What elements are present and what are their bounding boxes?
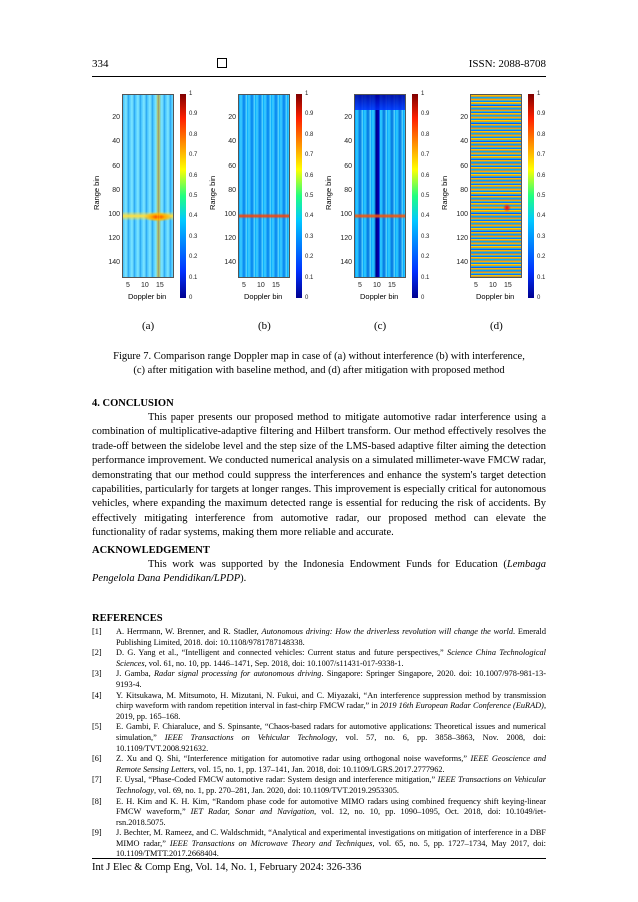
colorbar-tick-label: 0.3	[305, 233, 314, 240]
panel-b	[208, 80, 320, 340]
colorbar-tick-label: 0.7	[421, 152, 430, 159]
reference-item: [5] E. Gambi, F. Chiaraluce, and S. Spinsante, “Chaos-based radars for automotive applications: Theoretical issues and numerical simulation,” IEEE Transactions on Vehicular Technology, vol. 57, no. 6, pp. 3858–3863, Nov. 2008, doi: 10.1109/TVT.2008.921632.	[92, 722, 546, 753]
range-doppler-map	[238, 94, 290, 278]
panel-d	[440, 80, 552, 340]
reference-item: [7] F. Uysal, “Phase-Coded FMCW automotive radar: System design and interference mitigation,” IEEE Transactions on Vehicular Technology, vol. 69, no. 1, pp. 270–281, Jan. 2020, doi: 10.1109/TVT.2019.2953305.	[92, 775, 546, 795]
panel-label: (b)	[258, 320, 271, 332]
x-tick-label: 10	[373, 282, 381, 289]
x-tick-label: 15	[156, 282, 164, 289]
y-tick-label: 80	[460, 186, 468, 194]
colorbar-tick-label: 0.7	[305, 152, 314, 159]
y-axis-label: Range bin	[208, 175, 217, 210]
colorbar-tick-label: 0.3	[421, 233, 430, 240]
colorbar-tick-label: 0.4	[305, 213, 314, 220]
colorbar	[528, 94, 534, 298]
x-axis-label: Doppler bin	[244, 292, 283, 301]
y-axis-label: Range bin	[324, 175, 333, 210]
colorbar-tick-label: 0.5	[421, 193, 430, 199]
y-tick-label: 120	[108, 235, 120, 243]
colorbar-tick-label: 0.2	[537, 254, 546, 261]
reference-item: [8] E. H. Kim and K. H. Kim, “Random phase code for automotive MIMO radars using combined frequency shift keying-linear FMCW waveform,” IET Radar, Sonar and Navigation, vol. 12, no. 10, pp. 1090–1095, Oct. 2018, doi: 10.1049/iet-rsn.2018.5075.	[92, 796, 546, 827]
y-tick-label: 120	[456, 235, 468, 243]
x-tick-label: 5	[242, 282, 246, 289]
y-tick-label: 100	[456, 211, 468, 219]
references-heading: REFERENCES	[92, 613, 163, 624]
colorbar-tick-label: 0.7	[189, 152, 198, 159]
x-axis-label: Doppler bin	[128, 292, 167, 301]
colorbar-tick-label: 1	[537, 91, 541, 97]
colorbar-tick-label: 1	[189, 91, 193, 97]
reference-item: [4] Y. Kitsukawa, M. Mitsumoto, H. Mizutani, N. Fukui, and C. Miyazaki, “An interference suppression method by transmission chirp waveform with random repetition interval in fast-chirp FMCW radar,” in 2019 16th European Radar Conference (EuRAD), 2019, pp. 165–168.	[92, 690, 547, 721]
reference-list	[92, 627, 546, 860]
panel-label: (a)	[142, 320, 155, 332]
colorbar-tick-label: 0.8	[421, 131, 430, 138]
x-axis-label: Doppler bin	[476, 292, 515, 301]
x-tick-label: 15	[388, 282, 396, 289]
colorbar-tick-label: 0.5	[189, 193, 198, 199]
range-doppler-map	[354, 94, 406, 278]
reference-item: [2] D. G. Yang et al., “Intelligent and connected vehicles: Current status and future perspectives,” Science China Technological Sciences, vol. 61, no. 10, pp. 1446–1471, Sep. 2018, doi: 10.1007/s11431-017-9338-1.	[92, 648, 546, 668]
x-tick-label: 5	[358, 282, 362, 289]
conclusion-text: This paper presents our proposed method to mitigate automotive radar interference using a combination of multiplicative-adaptive filtering and Hilbert transform. Our method effectively resolves the trade-off between the sidelobe level and the step size of the LMS-based adaptive filter aiming the detection performance improvement. We conducted numerical analysis on a simulated millimeter-wave FMCW radar, demonstrating that our method could suppress the interferences and enhance the system's target detection capabilities, particularly for targets at longer ranges. This improvement is especially critical for autonomous vehicles, where expanding the maximum detected range is essential for reducing the risk of accidents. By effectively mitigating interference from automotive radar, our proposed method can elevate the functionality of radar systems, making them more reliable and accurate.	[92, 412, 546, 539]
y-tick-label: 60	[344, 162, 352, 170]
colorbar-tick-label: 0	[189, 295, 193, 301]
colorbar-tick-label: 0.1	[305, 274, 314, 281]
figure-7	[92, 80, 554, 340]
footer-citation: Int J Elec & Comp Eng, Vol. 14, No. 1, February 2024: 326-336	[92, 862, 362, 873]
y-tick-label: 60	[228, 162, 236, 170]
reference-item: [3] J. Gamba, Radar signal processing for autonomous driving. Singapore: Springer Singapore, 2020. doi: 10.1007/978-981-13-9193-4.	[92, 669, 546, 689]
colorbar-tick-label: 0.1	[537, 274, 546, 281]
colorbar-tick-label: 0	[421, 295, 425, 301]
y-tick-label: 100	[108, 211, 120, 219]
colorbar-tick-label: 0.4	[189, 213, 198, 220]
colorbar-tick-label: 1	[305, 91, 309, 97]
range-doppler-map	[122, 94, 174, 278]
colorbar-tick-label: 0.5	[537, 193, 546, 199]
colorbar-tick-label: 0.3	[189, 233, 198, 240]
colorbar-tick-label: 0.3	[537, 233, 546, 240]
y-tick-label: 80	[344, 186, 352, 194]
colorbar-tick-label: 0.2	[421, 254, 430, 261]
y-tick-label: 40	[112, 138, 120, 146]
panel-label: (c)	[374, 320, 387, 332]
y-tick-label: 140	[340, 259, 352, 267]
page-header	[92, 58, 546, 72]
colorbar-tick-label: 0.9	[421, 111, 430, 118]
y-tick-label: 20	[228, 114, 236, 122]
y-tick-label: 80	[228, 186, 236, 194]
x-axis-label: Doppler bin	[360, 292, 399, 301]
colorbar-tick-label: 0.8	[305, 131, 314, 138]
colorbar-tick-label: 0.2	[189, 254, 198, 261]
colorbar-tick-label: 0.9	[537, 111, 546, 118]
figure-caption	[92, 350, 546, 378]
square-icon	[217, 58, 227, 68]
acknowledgement-heading: ACKNOWLEDGEMENT	[92, 545, 210, 556]
colorbar-tick-label: 0	[305, 295, 309, 301]
colorbar	[296, 94, 302, 298]
caption-line-2: (c) after mitigation with baseline method, and (d) after mitigation with proposed method	[133, 365, 505, 376]
reference-item: [1] A. Herrmann, W. Brenner, and R. Stadler, Autonomous driving: How the driverless revolution will change the world. Emerald Publishing Limited, 2018. doi: 10.1108/9781787148338.	[92, 627, 546, 647]
y-tick-label: 140	[456, 259, 468, 267]
caption-line-1: Figure 7. Comparison range Doppler map in case of (a) without interference (b) with interference,	[113, 351, 525, 362]
colorbar	[180, 94, 186, 298]
y-tick-label: 60	[112, 162, 120, 170]
conclusion-heading: 4. CONCLUSION	[92, 398, 174, 409]
colorbar-tick-label: 0.8	[537, 131, 546, 138]
colorbar-tick-label: 0.6	[537, 172, 546, 179]
page-number: 334	[92, 58, 109, 70]
x-tick-label: 15	[504, 282, 512, 289]
panel-a	[92, 80, 204, 340]
y-tick-label: 60	[460, 162, 468, 170]
y-axis-label: Range bin	[92, 175, 101, 210]
y-tick-label: 40	[228, 138, 236, 146]
y-tick-label: 120	[224, 235, 236, 243]
y-tick-label: 100	[224, 211, 236, 219]
x-tick-label: 10	[141, 282, 149, 289]
y-tick-label: 140	[224, 259, 236, 267]
issn: ISSN: 2088-8708	[468, 58, 546, 70]
y-tick-label: 40	[344, 138, 352, 146]
header-rule	[92, 76, 546, 77]
range-doppler-map	[470, 94, 522, 278]
colorbar-tick-label: 0.1	[189, 274, 198, 281]
y-axis-label: Range bin	[440, 175, 449, 210]
colorbar-tick-label: 0.7	[537, 152, 546, 159]
colorbar-tick-label: 0.9	[305, 111, 314, 118]
y-tick-label: 100	[340, 211, 352, 219]
x-tick-label: 5	[474, 282, 478, 289]
reference-item: [6] Z. Xu and Q. Shi, “Interference mitigation for automotive radar using orthogonal noise waveforms,” IEEE Geoscience and Remote Sensing Letters, vol. 15, no. 1, pp. 137–141, Jan. 2018, doi: 10.1109/LGRS.2017.2777962.	[92, 754, 546, 774]
panel-c	[324, 80, 436, 340]
colorbar-tick-label: 0.9	[189, 111, 198, 118]
y-tick-label: 20	[344, 114, 352, 122]
y-tick-label: 40	[460, 138, 468, 146]
colorbar-tick-label: 0.6	[421, 172, 430, 179]
colorbar-tick-label: 0.2	[305, 254, 314, 261]
colorbar	[412, 94, 418, 298]
colorbar-tick-label: 0	[537, 295, 541, 301]
acknowledgement-text: This work was supported by the Indonesia Endowment Funds for Education (Lembaga Pengelola Dana Pendidikan/LPDP).	[92, 559, 546, 585]
x-tick-label: 5	[126, 282, 130, 289]
colorbar-tick-label: 0.8	[189, 131, 198, 138]
y-tick-label: 20	[112, 114, 120, 122]
reference-item: [9] J. Bechter, M. Rameez, and C. Waldschmidt, “Analytical and experimental investigations on mitigation of interference in a DBF MIMO radar,” IEEE Transactions on Microwave Theory and Techniques, vol. 65, no. 5, pp. 1727–1734, May 2017, doi: 10.1109/TMTT.2017.2668404.	[92, 828, 546, 859]
y-tick-label: 120	[340, 235, 352, 243]
colorbar-tick-label: 0.6	[305, 172, 314, 179]
x-tick-label: 10	[257, 282, 265, 289]
colorbar-tick-label: 1	[421, 91, 425, 97]
x-tick-label: 10	[489, 282, 497, 289]
colorbar-tick-label: 0.6	[189, 172, 198, 179]
y-tick-label: 80	[112, 186, 120, 194]
colorbar-tick-label: 0.5	[305, 193, 314, 199]
colorbar-tick-label: 0.1	[421, 274, 430, 281]
panel-label: (d)	[490, 320, 503, 332]
y-tick-label: 20	[460, 114, 468, 122]
y-tick-label: 140	[108, 259, 120, 267]
x-tick-label: 15	[272, 282, 280, 289]
footer-rule	[92, 858, 546, 859]
colorbar-tick-label: 0.4	[421, 213, 430, 220]
colorbar-tick-label: 0.4	[537, 213, 546, 220]
